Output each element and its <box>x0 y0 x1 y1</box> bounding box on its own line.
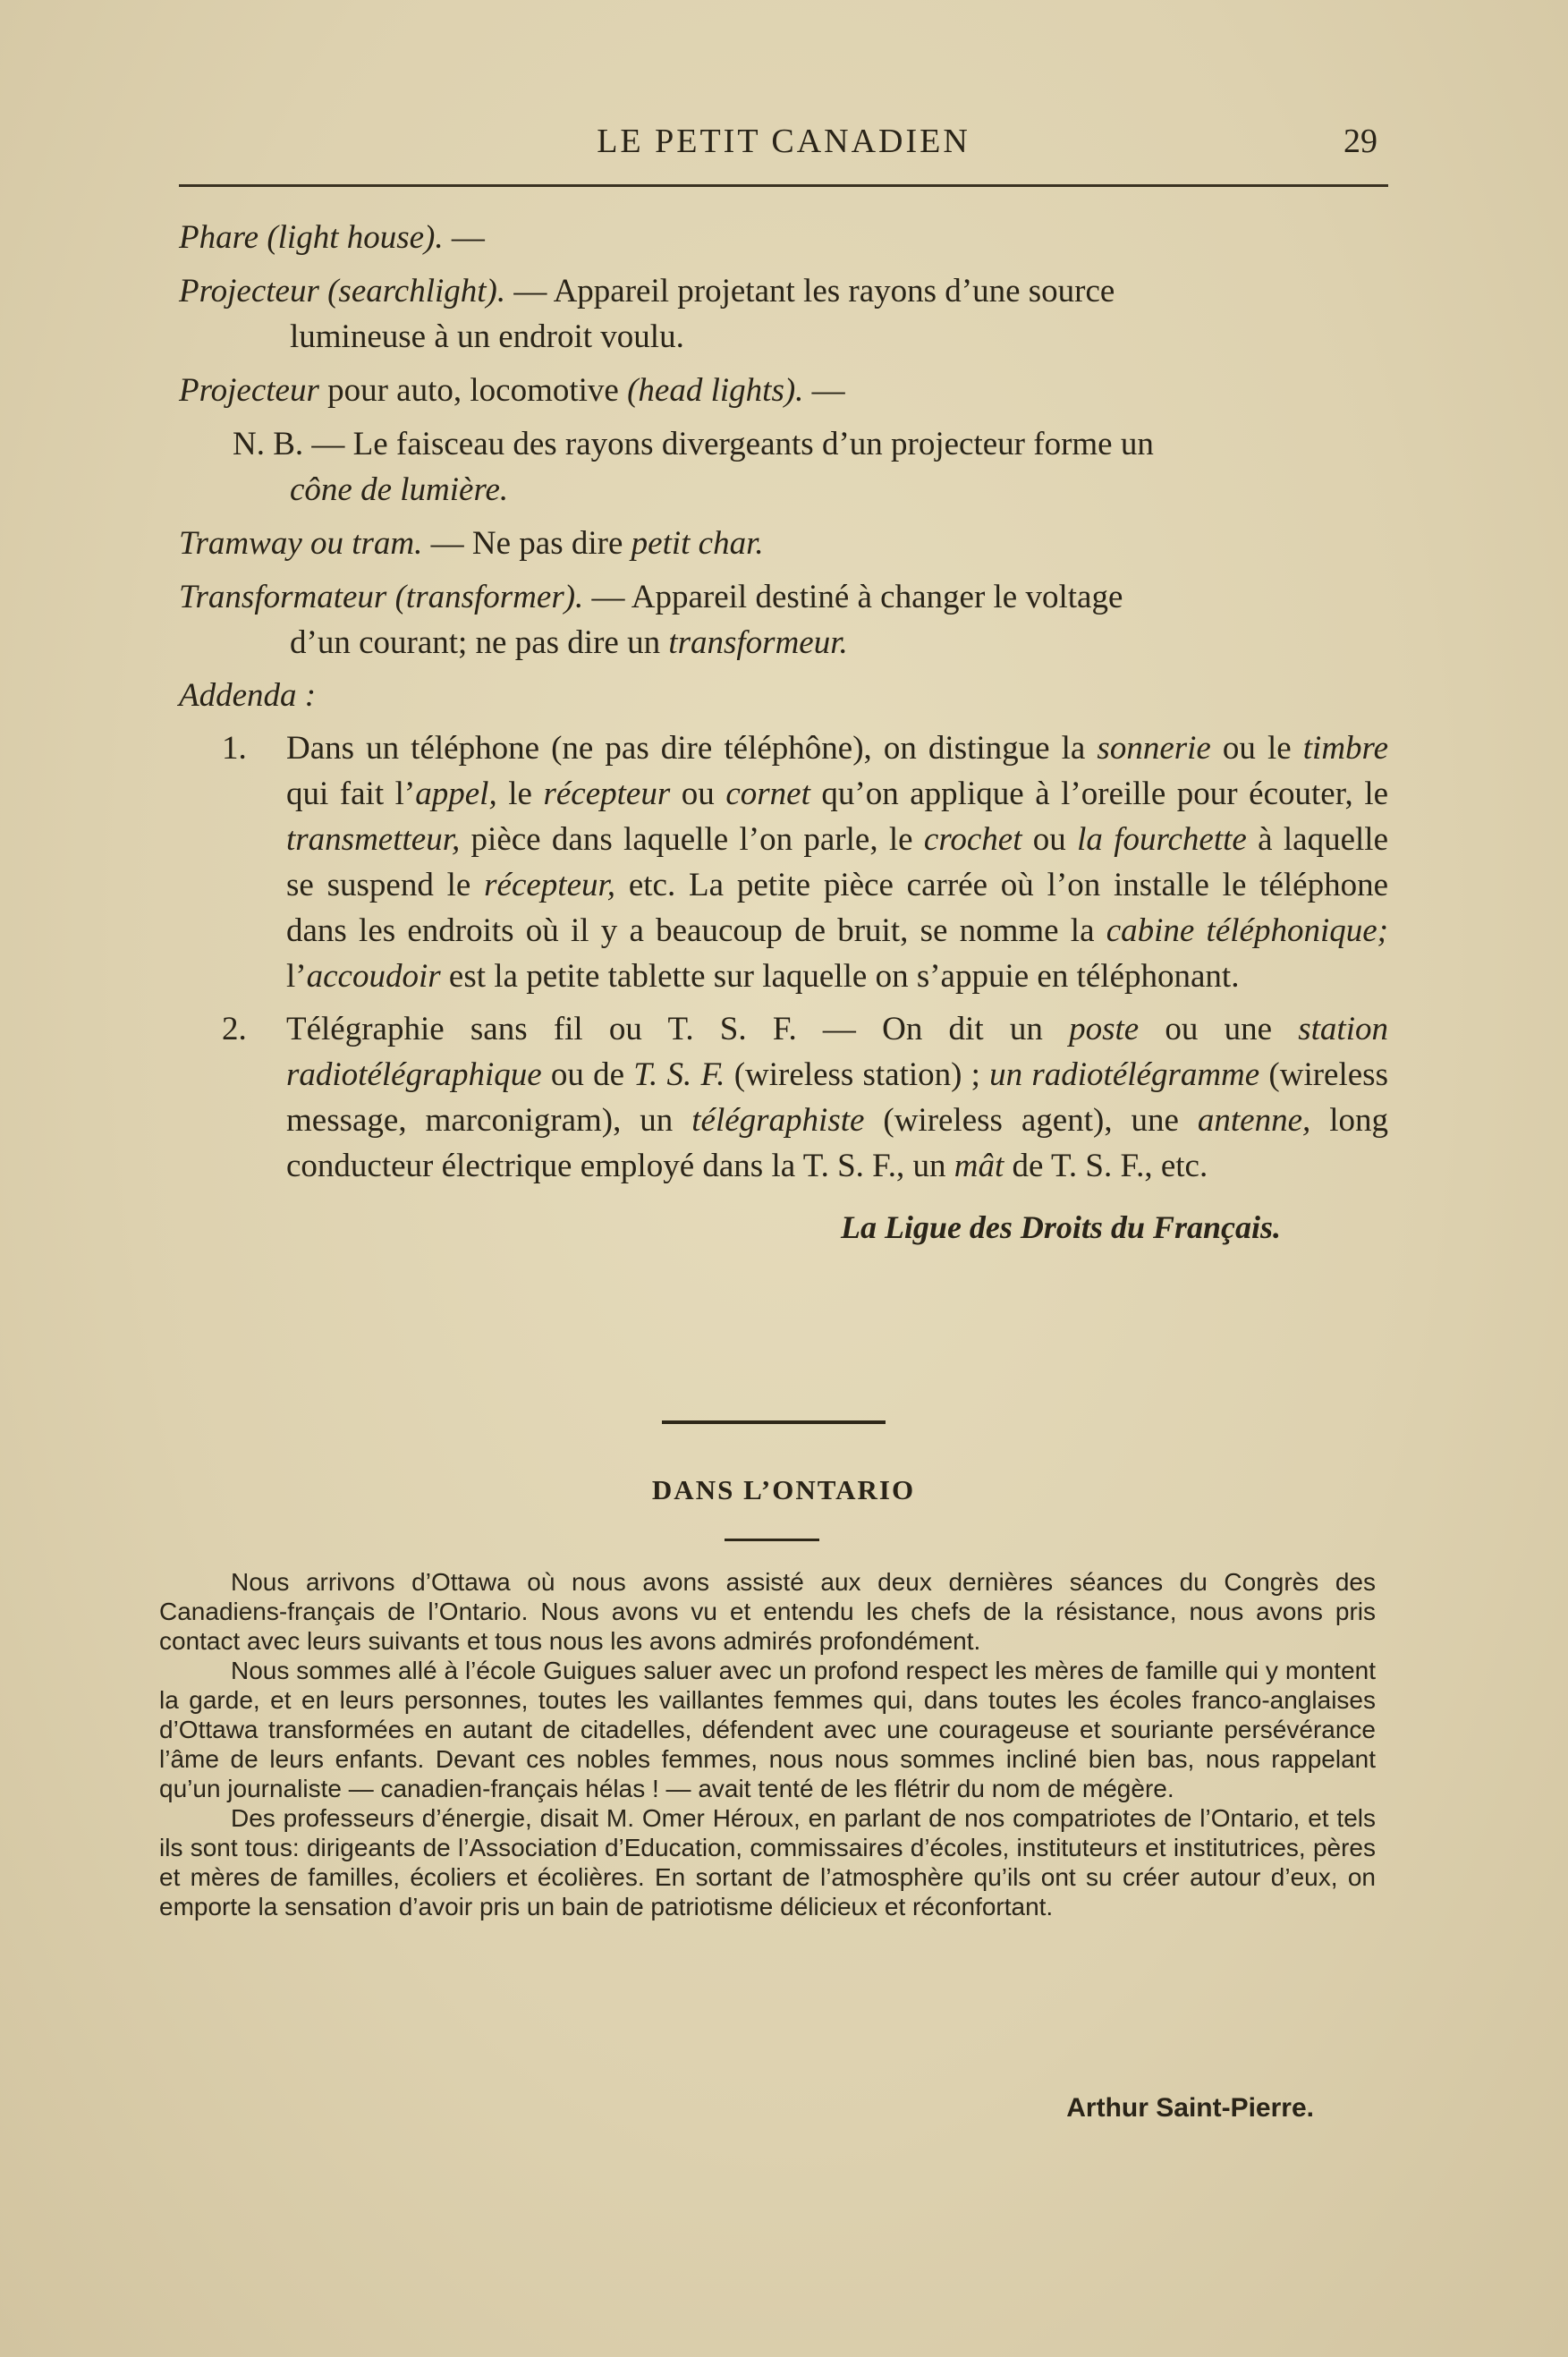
incorrect-term: transformeur. <box>668 624 848 661</box>
signature-ligue: La Ligue des Droits du Français. <box>840 1209 1281 1245</box>
incorrect-term: petit char. <box>631 525 764 562</box>
signature-author: Arthur Saint-Pierre. <box>1066 2093 1314 2123</box>
definition: — Appareil projetant les rayons d’une source <box>513 273 1115 309</box>
section-title: DANS L’ONTARIO <box>651 1474 916 1505</box>
addenda-item-2 <box>179 1006 1388 1189</box>
term: Transformateur <box>179 579 387 615</box>
dash: — <box>451 219 485 256</box>
gloss: (light house). <box>267 219 444 256</box>
header-rule <box>179 184 1388 187</box>
qualifier: pour auto, locomotive <box>327 372 619 409</box>
entry-phare <box>179 215 1388 260</box>
nota-bene: N. B. — Le faisceau des rayons divergeants d’un projecteur forme un <box>233 426 1154 462</box>
gloss: (head lights). <box>627 372 804 409</box>
paragraph: Nous sommes allé à l’école Guigues saluer avec un profond respect les mères de famille qui y montent la garde, et en leurs personnes, toutes les vaillantes femmes qui, dans toutes les écoles franco-anglaises d’Ottawa transformées en autant de citadelles, défendent avec une courageuse et souriante persévérance l’âme de leurs enfants. Devant ces nobles femmes, nous nous sommes incliné bien bas, nous rappelant qu’un journaliste — canadien-français hélas ! — avait tenté de les flétrir du nom de mégère. <box>159 1657 1376 1802</box>
paragraph: Des professeurs d’énergie, disait M. Omer Héroux, en parlant de nos compatriotes de l’Ontario, et tels ils sont tous: dirigeants de l’Association d’Education, commissaires d’écoles, instituteurs et institutrices, pères et mères de familles, écoliers et écolières. En sortant de l’atmosphère qu’ils ont su créer autour d’eux, on emporte la sensation d’avoir pris un bain de patriotisme délicieux et réconfortant. <box>159 1804 1376 1920</box>
entry-transformateur <box>179 574 1388 620</box>
entry-projecteur-cont: lumineuse à un endroit voulu. <box>290 318 684 355</box>
definition: — Appareil destiné à changer le voltage <box>591 579 1123 615</box>
addenda-heading: Addenda : <box>179 677 317 714</box>
item-text: Télégraphie sans fil ou T. S. F. — On dit un poste ou une station radiotélégraphique ou de T. S. F. (wireless station) ; un radiotélégramme (wireless message, marconigram), un télégraphiste (wireless agent), une antenne, long conducteur électrique employé dans la T. S. F., un mât de T. S. F., etc. <box>286 1011 1389 1184</box>
running-title: LE PETIT CANADIEN <box>597 123 970 160</box>
entry-tramway <box>179 521 1388 566</box>
gloss: (searchlight). <box>327 273 506 309</box>
item-number: 2. <box>222 1011 247 1047</box>
term: Projecteur <box>179 372 319 409</box>
item-number: 1. <box>222 730 247 767</box>
item-text: Dans un téléphone (ne pas dire téléphône), on distingue la sonnerie ou le timbre qui fait l’appel, le récepteur ou cornet qu’on applique à l’oreille pour écouter, le transmetteur, pièce dans laquelle l’on parle, le crochet ou la fourchette à laquelle se suspend le récepteur, etc. La petite pièce carrée où l’on installe le téléphone dans les endroits où il y a beaucoup de bruit, se nomme la cabine téléphonique; l’accoudoir est la petite tablette sur laquelle on s’appuie en téléphonant. <box>286 730 1389 995</box>
gloss: (transformer). <box>394 579 584 615</box>
term: Phare <box>179 219 259 256</box>
dash: — <box>811 372 845 409</box>
note: — Ne pas dire <box>430 525 623 562</box>
page-number: 29 <box>1343 123 1377 160</box>
entry-transformateur-cont <box>179 620 1388 666</box>
entry-projecteur-auto <box>179 368 1388 413</box>
title-underline <box>725 1539 819 1541</box>
entry-projecteur <box>179 268 1388 314</box>
term: Tramway ou tram. <box>179 525 423 562</box>
article-text <box>159 1567 1376 1921</box>
nota-bene-cont: cône de lumière. <box>290 471 509 508</box>
addenda-item-1 <box>179 725 1388 999</box>
definition-cont: d’un courant; ne pas dire un <box>290 624 661 661</box>
section-divider <box>662 1420 886 1424</box>
glossary-body <box>179 215 1388 1251</box>
paragraph: Nous arrivons d’Ottawa où nous avons assisté aux deux dernières séances du Congrès des Canadiens-français de l’Ontario. Nous avons vu et entendu les chefs de la résistance, nous avons pris contact avec leurs suivants et tous nous les avons admirés profondément. <box>159 1568 1376 1655</box>
running-header <box>179 122 1388 175</box>
term: Projecteur <box>179 273 319 309</box>
